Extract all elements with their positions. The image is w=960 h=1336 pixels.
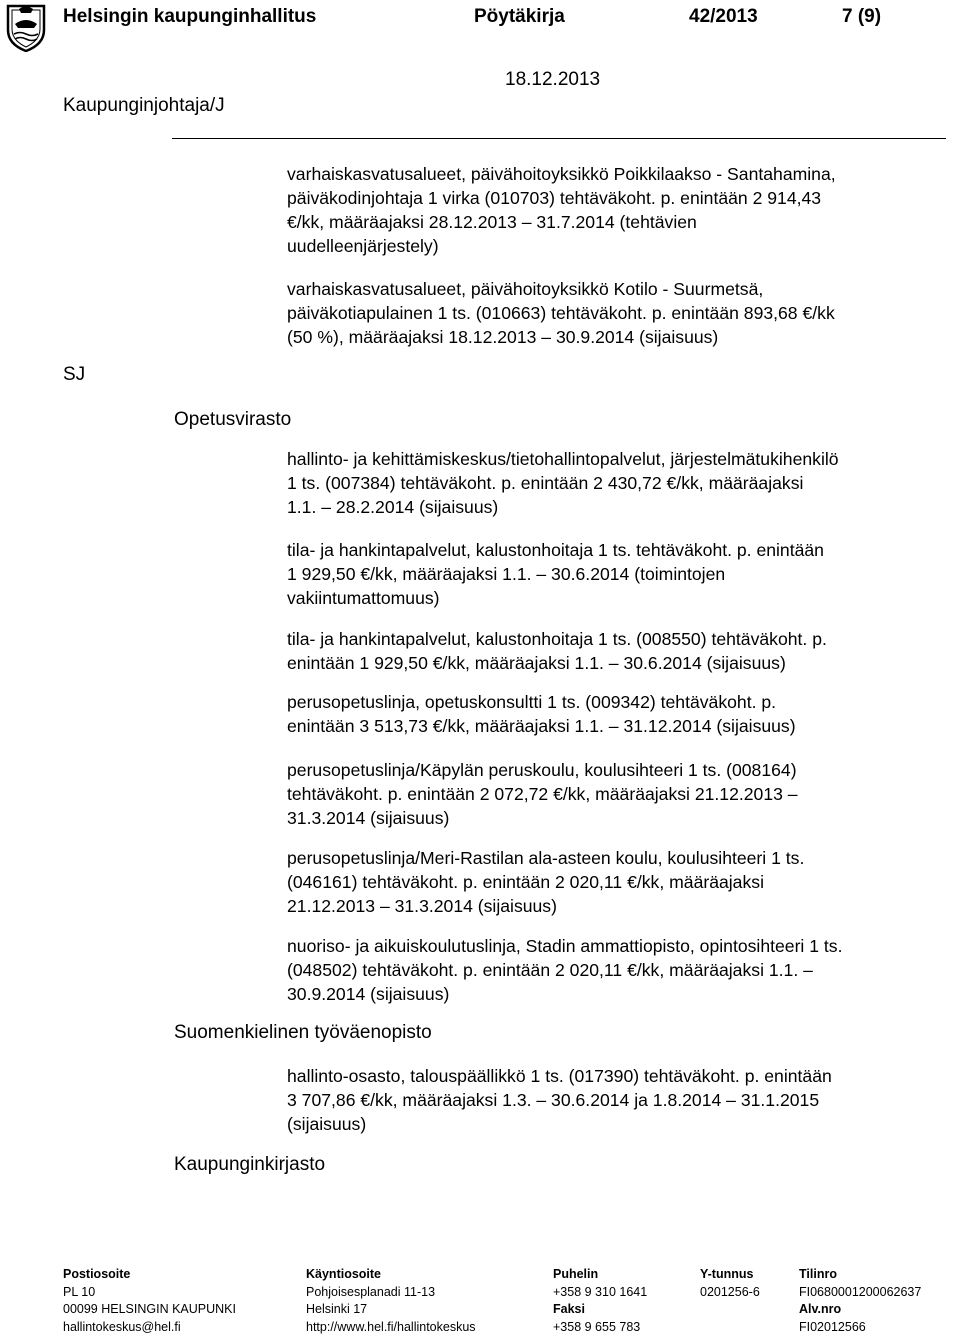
label-tyovaenopisto: Suomenkielinen työväenopisto bbox=[174, 1022, 432, 1044]
helsinki-coat-of-arms-logo bbox=[6, 4, 46, 52]
organization-name: Helsingin kaupunginhallitus bbox=[63, 6, 316, 28]
footer-business-id: Y-tunnus 0201256-6 bbox=[700, 1266, 760, 1301]
label-sj: SJ bbox=[63, 364, 85, 386]
document-number: 42/2013 bbox=[689, 6, 758, 28]
paragraph: hallinto-osasto, talouspäällikkö 1 ts. (017390) tehtäväkoht. p. enintään 3 707,86 €/kk, määräajaksi 1.3. – 30.6.2014 ja 1.8.2014 – 31.1.2015 (sijaisuus) bbox=[287, 1064, 947, 1136]
paragraph: perusopetuslinja/Meri-Rastilan ala-asteen koulu, koulusihteeri 1 ts. (046161) tehtäväkoht. p. enintään 2 020,11 €/kk, määräajaksi 21.12.2013 – 31.3.2014 (sijaisuus) bbox=[287, 846, 947, 918]
paragraph: tila- ja hankintapalvelut, kalustonhoitaja 1 ts. tehtäväkoht. p. enintään 1 929,50 €/kk, määräajaksi 1.1. – 30.6.2014 (toimintojen vakiintumattomuus) bbox=[287, 538, 947, 610]
document-type: Pöytäkirja bbox=[474, 6, 565, 28]
footer-visiting-address: Käyntiosoite Pohjoisesplanadi 11-13 Helsinki 17 http://www.hel.fi/hallintokeskus bbox=[306, 1266, 476, 1336]
header-divider bbox=[172, 138, 946, 139]
paragraph: perusopetuslinja/Käpylän peruskoulu, koulusihteeri 1 ts. (008164) tehtäväkoht. p. enintään 2 072,72 €/kk, määräajaksi 21.12.2013 – 31.3.2014 (sijaisuus) bbox=[287, 758, 947, 830]
meeting-date: 18.12.2013 bbox=[505, 69, 600, 91]
label-opetusvirasto: Opetusvirasto bbox=[174, 409, 291, 431]
paragraph: tila- ja hankintapalvelut, kalustonhoitaja 1 ts. (008550) tehtäväkoht. p. enintään 1 929,50 €/kk, määräajaksi 1.1. – 30.6.2014 (sijaisuus) bbox=[287, 627, 947, 675]
paragraph: perusopetuslinja, opetuskonsultti 1 ts. (009342) tehtäväkoht. p. enintään 3 513,73 €/kk, määräajaksi 1.1. – 31.12.2014 (sijaisuus) bbox=[287, 690, 947, 738]
footer-postal-address: Postiosoite PL 10 00099 HELSINGIN KAUPUNKI hallintokeskus@hel.fi bbox=[63, 1266, 236, 1336]
footer-account: Tilinro FI0680001200062637 Alv.nro FI02012566 bbox=[799, 1266, 921, 1336]
paragraph: varhaiskasvatusalueet, päivähoitoyksikkö Kotilo - Suurmetsä, päiväkotiapulainen 1 ts. (010663) tehtäväkoht. p. enintään 893,68 €/kk (50 %), määräajaksi 18.12.2013 – 30.9.2014 (sijaisuus) bbox=[287, 277, 947, 349]
paragraph: hallinto- ja kehittämiskeskus/tietohallintopalvelut, järjestelmätukihenkilö 1 ts. (007384) tehtäväkoht. p. enintään 2 430,72 €/kk, määräajaksi 1.1. – 28.2.2014 (sijaisuus) bbox=[287, 447, 947, 519]
footer-website-link[interactable]: http://www.hel.fi/hallintokeskus bbox=[306, 1319, 476, 1336]
page-number: 7 (9) bbox=[842, 6, 881, 28]
label-kaupunginkirjasto: Kaupunginkirjasto bbox=[174, 1154, 325, 1176]
paragraph: varhaiskasvatusalueet, päivähoitoyksikkö Poikkilaakso - Santahamina, päiväkodinjohtaja 1 virka (010703) tehtäväkoht. p. enintään 2 914,43 €/kk, määräajaksi 28.12.2013 – 31.7.2014 (tehtävien uudelleenjärjestely) bbox=[287, 162, 947, 258]
section-name: Kaupunginjohtaja/J bbox=[63, 95, 225, 117]
footer-phone: Puhelin +358 9 310 1641 Faksi +358 9 655 783 bbox=[553, 1266, 647, 1336]
paragraph: nuoriso- ja aikuiskoulutuslinja, Stadin ammattiopisto, opintosihteeri 1 ts. (048502) tehtäväkoht. p. enintään 2 020,11 €/kk, määräajaksi 1.1. – 30.9.2014 (sijaisuus) bbox=[287, 934, 947, 1006]
